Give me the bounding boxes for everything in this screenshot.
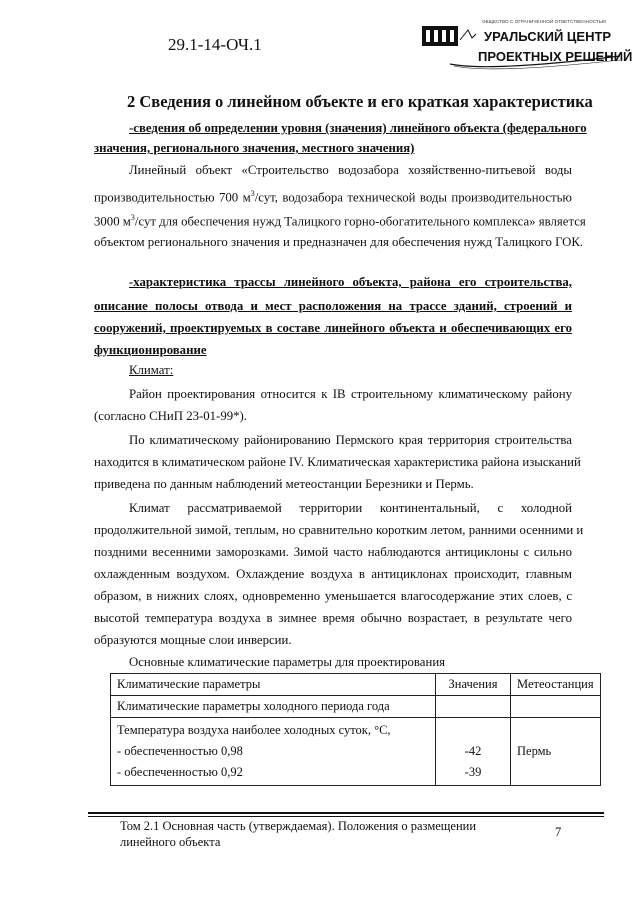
para4-line4: охлажденным воздухом. Охлаждение воздуха в антициклонах происходит, главным (94, 567, 572, 581)
param-row-value: -39 (464, 765, 482, 779)
logo-small-text: ОБЩЕСТВО С ОГРАНИЧЕННОЙ ОТВЕТСТВЕННОСТЬЮ (482, 19, 607, 24)
table-caption: Основные климатические параметры для проектирования (129, 655, 446, 669)
table-value-cell (436, 718, 511, 786)
param-title: Температура воздуха наиболее холодных суток, °С, (117, 723, 391, 737)
logo-title-line2: ПРОЕКТНЫХ РЕШЕНИЙ (478, 49, 633, 64)
table-header-row (111, 674, 601, 696)
para2-line2: (согласно СНиП 23-01-99*). (94, 409, 247, 423)
para4-line7: образуются мощные слои инверсии. (94, 633, 292, 647)
subheading-1-line1: -сведения об определении уровня (значения) линейного объекта (федерального (129, 121, 587, 135)
subheading-2-line2: описание полосы отвода и мест расположения на трассе зданий, строений и (94, 299, 572, 313)
station-name: Пермь (517, 744, 552, 758)
param-row-label: - обеспеченностью 0,98 (117, 744, 243, 758)
para1-line1: Линейный объект «Строительство водозабора хозяйственно-питьевой воды (129, 163, 572, 177)
para4-line5: образом, в нижних слоях, одновременно уменьшается влагосодержание этих слоев, с (94, 589, 572, 603)
para4-line6: высотой температура воздуха в зимнее время обычно возрастает, в результате чего (94, 611, 572, 625)
subheading-1-line2: значения, регионального значения, местного значения) (94, 141, 415, 155)
param-row-label: - обеспеченностью 0,92 (117, 765, 243, 779)
table-header-cell: Значения (436, 674, 511, 696)
subheading-2-line1: -характеристика трассы линейного объекта, района его строительства, (129, 275, 572, 289)
table-station-cell (511, 718, 601, 786)
table-group-row (111, 696, 601, 718)
table-header-cell: Климатические параметры (111, 674, 436, 696)
footer-divider (88, 812, 604, 814)
footer-divider-thin (88, 816, 604, 817)
footer-text: Том 2.1 Основная часть (утверждаемая). Положения о размещении линейного объекта (120, 819, 477, 849)
para3-line3: приведена по данным наблюдений метеостанции Березники и Пермь. (94, 477, 474, 491)
table-group-cell: Климатические параметры холодного периода года (111, 696, 436, 718)
document-code: 29.1-14-ОЧ.1 (168, 35, 262, 54)
subheading-2-line3: сооружений, проектируемых в составе линейного объекта и обеспечивающих его (94, 321, 572, 335)
logo-title-line1: УРАЛЬСКИЙ ЦЕНТР (484, 29, 612, 44)
para2-line1: Район проектирования относится к IВ строительному климатическому району (129, 387, 572, 401)
page-number: 7 (555, 825, 562, 839)
para1-line2: производительностью 700 $м^3$/сут, водозабора технической воды производительностью (94, 189, 572, 205)
para3-line2: находится в климатическом районе IV. Климатическая характеристика района изысканий (94, 455, 581, 469)
param-row-value: -42 (464, 744, 482, 758)
table-row (111, 718, 601, 786)
table-param-cell (111, 718, 436, 786)
climate-parameters-table (110, 673, 601, 786)
para3-line1: По климатическому районированию Пермского края территория строительства (129, 433, 572, 447)
para1-line4: объектом регионального значения и предназначен для обеспечения нужд Талицкого ГОК. (94, 235, 584, 249)
table-header-cell: Метеостанция (511, 674, 601, 696)
para4-line2: продолжительной зимой, теплым, но сравнительно коротким летом, ранними осенними и (94, 523, 584, 537)
para4-line3: поздними весенними заморозками. Зимой часто наблюдаются антициклоны с сильно (94, 545, 572, 559)
company-logo (420, 16, 633, 72)
subheading-2-line4: функционирование (94, 343, 207, 357)
climate-label: Климат: (129, 363, 174, 377)
para1-line3: 3000 $м^3$/сут для обеспечения нужд Талицкого горно-обогатительного комплекса» является (94, 213, 586, 229)
section-heading: 2 Сведения о линейном объекте и его краткая характеристика (127, 92, 593, 111)
para4-line1: Климат рассматриваемой территории континентальный, с холодной (129, 501, 572, 515)
